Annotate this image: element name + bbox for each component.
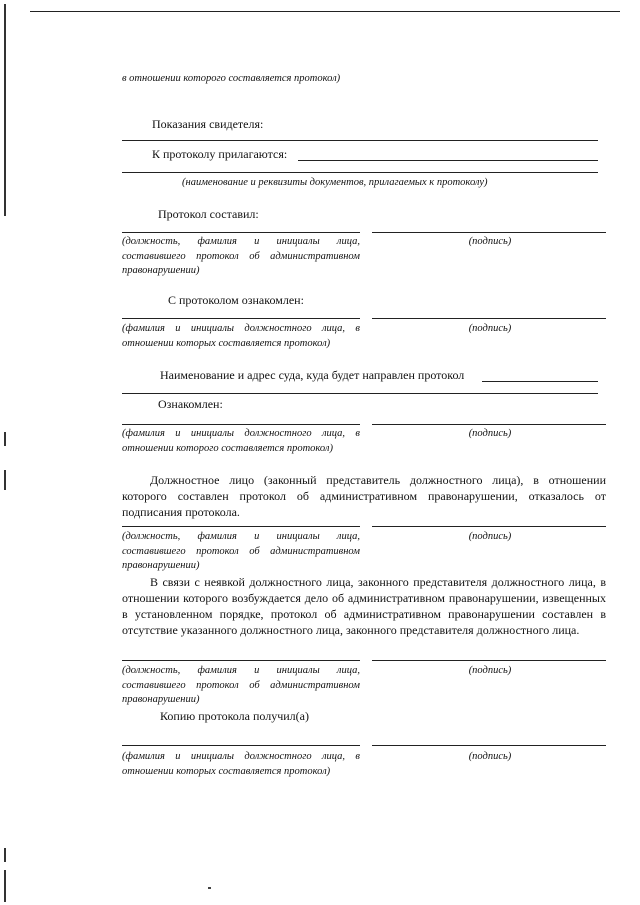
person-line[interactable] xyxy=(122,745,360,746)
attachments-line[interactable] xyxy=(298,160,598,161)
margin-mark xyxy=(4,470,6,490)
court-line[interactable] xyxy=(482,381,598,382)
familiarized-label: С протоколом ознакомлен: xyxy=(168,293,304,307)
signature-line[interactable] xyxy=(372,660,606,661)
attachments-caption: (наименование и реквизиты документов, прилагаемых к протоколу) xyxy=(182,177,488,188)
signature-caption: (подпись) xyxy=(468,531,512,542)
refusal-paragraph: Должностное лицо (законный представитель должностного лица), в отношении которого составлен протокол об административном правонарушении, отказалось от подписания протокола. xyxy=(122,473,606,519)
person-line[interactable] xyxy=(122,424,360,425)
composer-caption: (должность, фамилия и инициалы лица, составившего протокол об административном правонарушении) xyxy=(122,665,360,705)
court-line-2[interactable] xyxy=(122,393,598,394)
witness-label: Показания свидетеля: xyxy=(152,117,264,131)
signature-line[interactable] xyxy=(372,424,606,425)
composed-label: Протокол составил: xyxy=(158,207,259,221)
signature-line[interactable] xyxy=(372,526,606,527)
signature-caption: (подпись) xyxy=(468,751,512,762)
composer-line[interactable] xyxy=(122,232,360,233)
top-rule xyxy=(30,11,620,12)
margin-mark xyxy=(4,870,6,902)
familiarized2-label: Ознакомлен: xyxy=(158,397,223,411)
margin-mark xyxy=(4,4,6,216)
attachments-label: К протоколу прилагаются: xyxy=(152,147,288,161)
person-caption: (фамилия и инициалы должностного лица, в отношении которых составляется протокол) xyxy=(122,751,360,777)
signature-line[interactable] xyxy=(372,745,606,746)
copy-received-label: Копию протокола получил(а) xyxy=(160,709,309,723)
person-caption: (фамилия и инициалы должностного лица, в отношении которых составляется протокол) xyxy=(122,323,360,349)
signature-line[interactable] xyxy=(372,232,606,233)
composer-line[interactable] xyxy=(122,660,360,661)
scan-dot xyxy=(208,887,211,889)
witness-line[interactable] xyxy=(122,140,598,141)
intro-caption: в отношении которого составляется протокол) xyxy=(122,73,341,84)
composer-caption: (должность, фамилия и инициалы лица, составившего протокол об административном правонарушении) xyxy=(122,531,360,571)
person-caption: (фамилия и инициалы должностного лица, в отношении которого составляется протокол) xyxy=(122,428,360,454)
margin-mark xyxy=(4,848,6,862)
margin-mark xyxy=(4,432,6,446)
signature-line[interactable] xyxy=(372,318,606,319)
signature-caption: (подпись) xyxy=(468,236,512,247)
attachments-line-2[interactable] xyxy=(122,172,598,173)
signature-caption: (подпись) xyxy=(468,665,512,676)
person-line[interactable] xyxy=(122,318,360,319)
court-label: Наименование и адрес суда, куда будет направлен протокол xyxy=(160,368,465,382)
signature-caption: (подпись) xyxy=(468,323,512,334)
absence-paragraph: В связи с неявкой должностного лица, законного представителя должностного лица, в отношении которого возбуждается дело об административном правонарушении, извещенных в установленном порядке, протокол об административном правонарушении составлен в отсутствие указанного должностного лица, законного представителя должностного лица. xyxy=(122,575,606,637)
composer-caption: (должность, фамилия и инициалы лица, составившего протокол об административном правонарушении) xyxy=(122,236,360,276)
composer-line[interactable] xyxy=(122,526,360,527)
signature-caption: (подпись) xyxy=(468,428,512,439)
